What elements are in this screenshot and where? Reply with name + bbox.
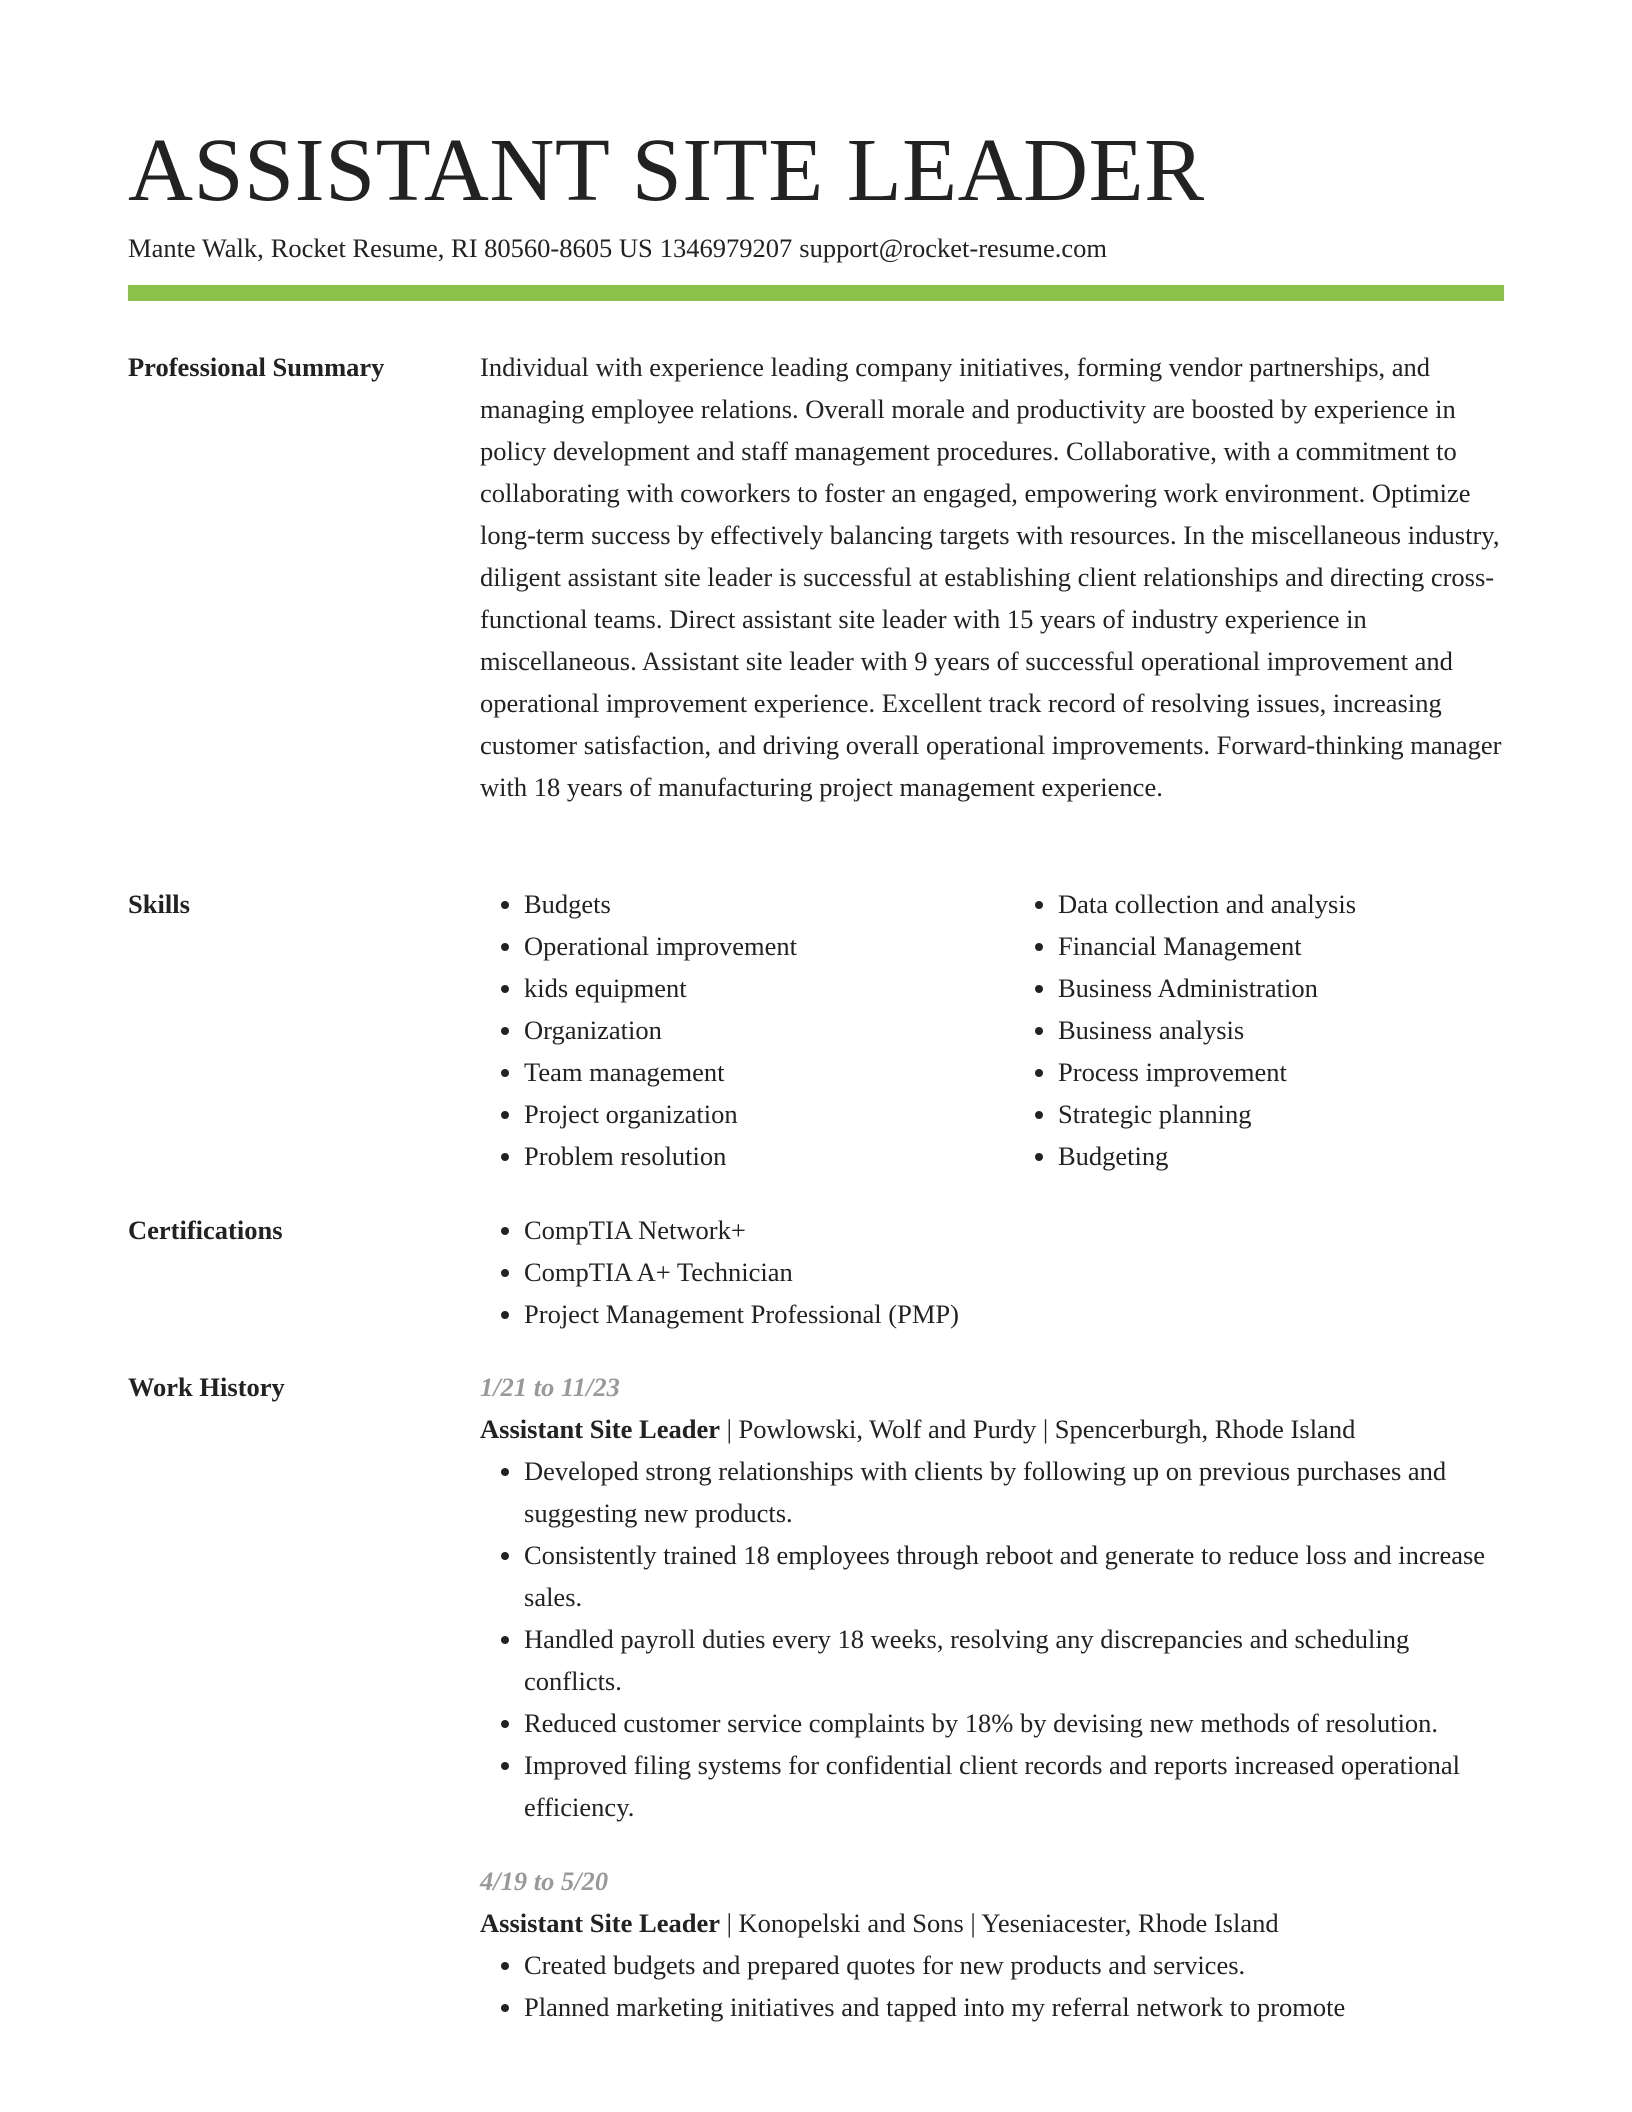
summary-text: Individual with experience leading company initiatives, forming vendor partnerships, and managing employee relations. Overall morale and productivity are boosted by experience in policy development and staff management procedures. Collaborative, with a commitment to collaborating with coworkers to foster an engaged, empowering work environment. Optimize long-term success by effectively balancing targets with resources. In the miscellaneous industry, diligent assistant site leader is successful at establishing client relationships and directing cross-functional teams. Direct assistant site leader with 15 years of industry experience in miscellaneous. Assistant site leader with 9 years of successful operational improvement and operational improvement experience. Excellent track record of resolving issues, increasing customer satisfaction, and driving overall operational improvements. Forward-thinking manager with 18 years of manufacturing project management experience. — [480, 352, 1502, 802]
skill-item: • Strategic planning — [1058, 1093, 1504, 1135]
job-bullet: • Handled payroll duties every 18 weeks, resolving any discrepancies and scheduling conflicts. — [524, 1618, 1504, 1702]
certifications-list — [480, 1209, 1504, 1335]
job-title-line — [480, 1902, 1504, 1944]
job-role: Assistant Site Leader — [480, 1414, 720, 1444]
skill-item: • Budgeting — [1058, 1135, 1504, 1177]
certifications-body — [480, 1209, 1504, 1335]
skill-item: • kids equipment — [524, 967, 970, 1009]
summary-heading: Professional Summary — [128, 352, 385, 382]
work-history-body — [480, 1366, 1504, 2028]
skill-item: • Business Administration — [1058, 967, 1504, 1009]
summary-body — [480, 346, 1504, 808]
job-bullet: • Consistently trained 18 employees through reboot and generate to reduce loss and increase sales. — [524, 1534, 1504, 1618]
skill-item: • Process improvement — [1058, 1051, 1504, 1093]
skill-item: • Problem resolution — [524, 1135, 970, 1177]
skill-item: • Business analysis — [1058, 1009, 1504, 1051]
job-details: | Powlowski, Wolf and Purdy | Spencerburgh, Rhode Island — [719, 1414, 1356, 1444]
contact-phone: 1346979207 — [659, 233, 793, 263]
skill-item: • Data collection and analysis — [1058, 883, 1504, 925]
header-divider — [128, 285, 1504, 301]
job-details: | Konopelski and Sons | Yeseniacester, Rhode Island — [719, 1908, 1279, 1938]
certification-item: • CompTIA A+ Technician — [524, 1251, 1504, 1293]
skill-item: • Operational improvement — [524, 925, 970, 967]
skills-body — [480, 883, 1504, 1177]
certifications-heading: Certifications — [128, 1215, 283, 1245]
job-bullet: • Improved filing systems for confidential client records and reports increased operational efficiency. — [524, 1744, 1504, 1828]
job-dates: 1/21 to 11/23 — [480, 1372, 620, 1402]
job-title-line — [480, 1408, 1504, 1450]
job-bullet: • Planned marketing initiatives and tapped into my referral network to promote — [524, 1986, 1504, 2028]
contact-name: Mante Walk, — [128, 233, 264, 263]
job-role: Assistant Site Leader — [480, 1908, 720, 1938]
skills-column-1 — [480, 883, 970, 1177]
skill-item: • Team management — [524, 1051, 970, 1093]
work-history-heading: Work History — [128, 1372, 285, 1402]
contact-line — [128, 230, 1107, 266]
certification-item: • CompTIA Network+ — [524, 1209, 1504, 1251]
job-bullets — [480, 1944, 1504, 2028]
job-entry — [480, 1860, 1504, 2028]
skill-item: • Project organization — [524, 1093, 970, 1135]
job-bullet: • Created budgets and prepared quotes for new products and services. — [524, 1944, 1504, 1986]
skills-column-2 — [1014, 883, 1504, 1177]
job-bullet: • Developed strong relationships with clients by following up on previous purchases and suggesting new products. — [524, 1450, 1504, 1534]
contact-email[interactable]: support@rocket-resume.com — [799, 233, 1107, 263]
skill-item: • Financial Management — [1058, 925, 1504, 967]
certification-item: • Project Management Professional (PMP) — [524, 1293, 1504, 1335]
job-dates: 4/19 to 5/20 — [480, 1866, 609, 1896]
skill-item: • Budgets — [524, 883, 970, 925]
skills-heading: Skills — [128, 889, 190, 919]
resume-title: ASSISTANT SITE LEADER — [128, 121, 1205, 220]
contact-address: Rocket Resume, RI 80560-8605 US — [270, 233, 653, 263]
job-bullets — [480, 1450, 1504, 1828]
job-bullet: • Reduced customer service complaints by 18% by devising new methods of resolution. — [524, 1702, 1504, 1744]
skill-item: • Organization — [524, 1009, 970, 1051]
job-entry — [480, 1366, 1504, 1828]
